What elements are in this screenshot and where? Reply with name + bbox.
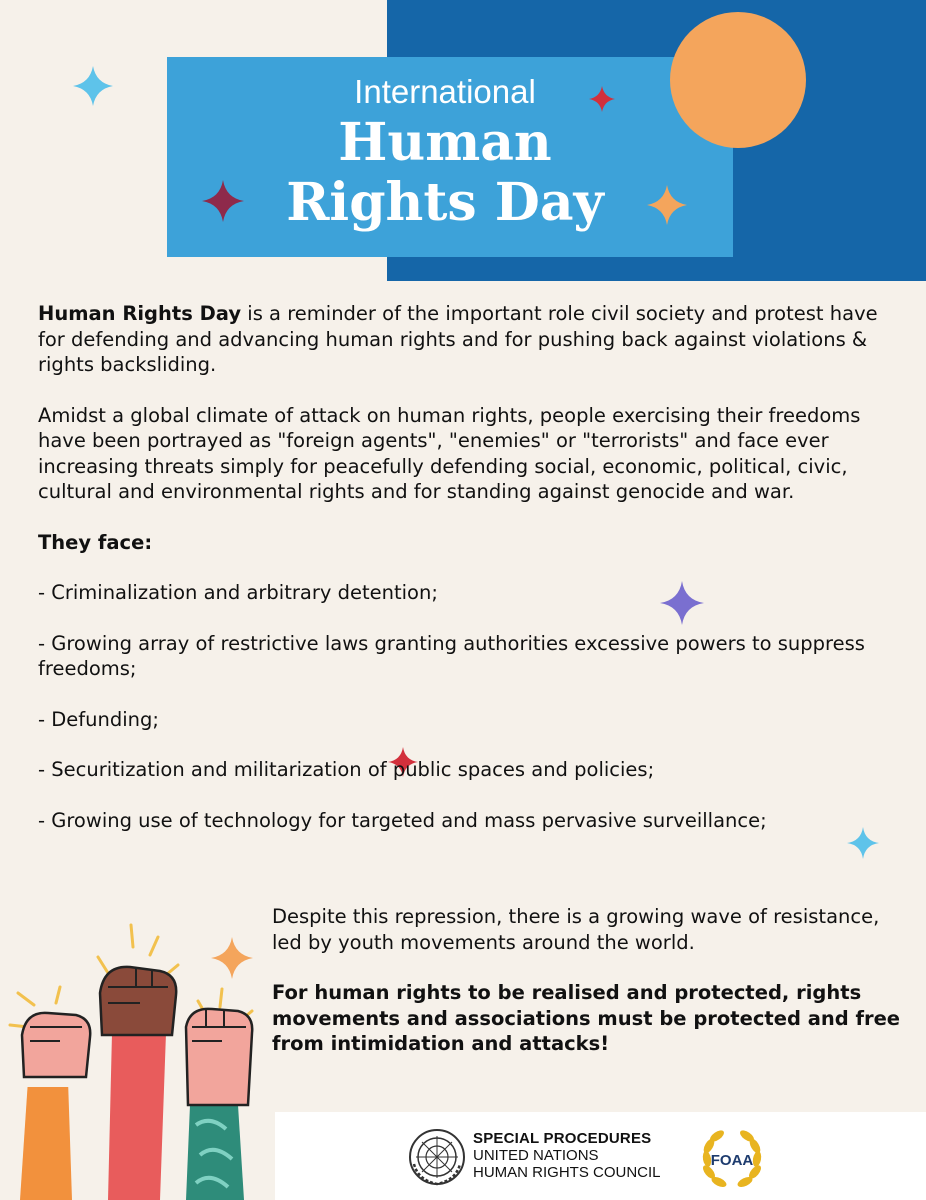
intro-rest: is a reminder of the important role civil society and protest have for defending and advancing human rights and for pushing back against violations & rights backsliding. <box>38 302 878 376</box>
foaa-laurel-icon <box>697 1124 767 1194</box>
threat-item: - Criminalization and arbitrary detention; <box>38 581 438 604</box>
sparkle-star-icon <box>73 66 113 106</box>
un-emblem-icon <box>408 1128 466 1186</box>
resistance-paragraph: Despite this repression, there is a growing wave of resistance, led by youth movements around the world. <box>272 905 880 954</box>
org-title: SPECIAL PROCEDURES <box>473 1130 652 1147</box>
closing-section <box>272 904 902 1057</box>
org-line-2: HUMAN RIGHTS COUNCIL <box>473 1164 661 1181</box>
threats-heading: They face: <box>38 530 153 554</box>
threat-item: - Growing array of restrictive laws granting authorities excessive powers to suppress freedoms; <box>38 631 865 680</box>
header-subtitle: International <box>354 73 536 110</box>
raised-fists-illustration <box>0 915 270 1200</box>
org-block <box>473 1130 661 1181</box>
sparkle-star-icon <box>589 86 615 112</box>
title-line-1: Human <box>338 112 552 173</box>
context-paragraph: Amidst a global climate of attack on human rights, people exercising their freedoms have been portrayed as "foreign agents", "enemies" or "terrorists" and face ever increasing threats simply for peacefully defending social, economic, political, civic, cultural and environmental rights and for standing against genocide and war. <box>38 403 861 503</box>
call-to-action: For human rights to be realised and protected, rights movements and associations must be protected and free from intimidation and attacks! <box>272 981 901 1055</box>
intro-lead: Human Rights Day <box>38 302 242 325</box>
foaa-logo-text: FOAA <box>710 1152 754 1169</box>
title-line-2: Rights Day <box>286 172 604 233</box>
threat-item: - Growing use of technology for targeted and mass pervasive surveillance; <box>38 808 767 832</box>
sparkle-star-icon <box>202 180 244 222</box>
intro-paragraph <box>38 301 908 378</box>
org-line-1: UNITED NATIONS <box>473 1147 599 1164</box>
threat-item: - Securitization and militarization of public spaces and policies; <box>38 758 655 781</box>
threat-item: - Defunding; <box>38 707 159 731</box>
sparkle-star-icon <box>647 185 687 225</box>
main-content <box>38 301 908 858</box>
